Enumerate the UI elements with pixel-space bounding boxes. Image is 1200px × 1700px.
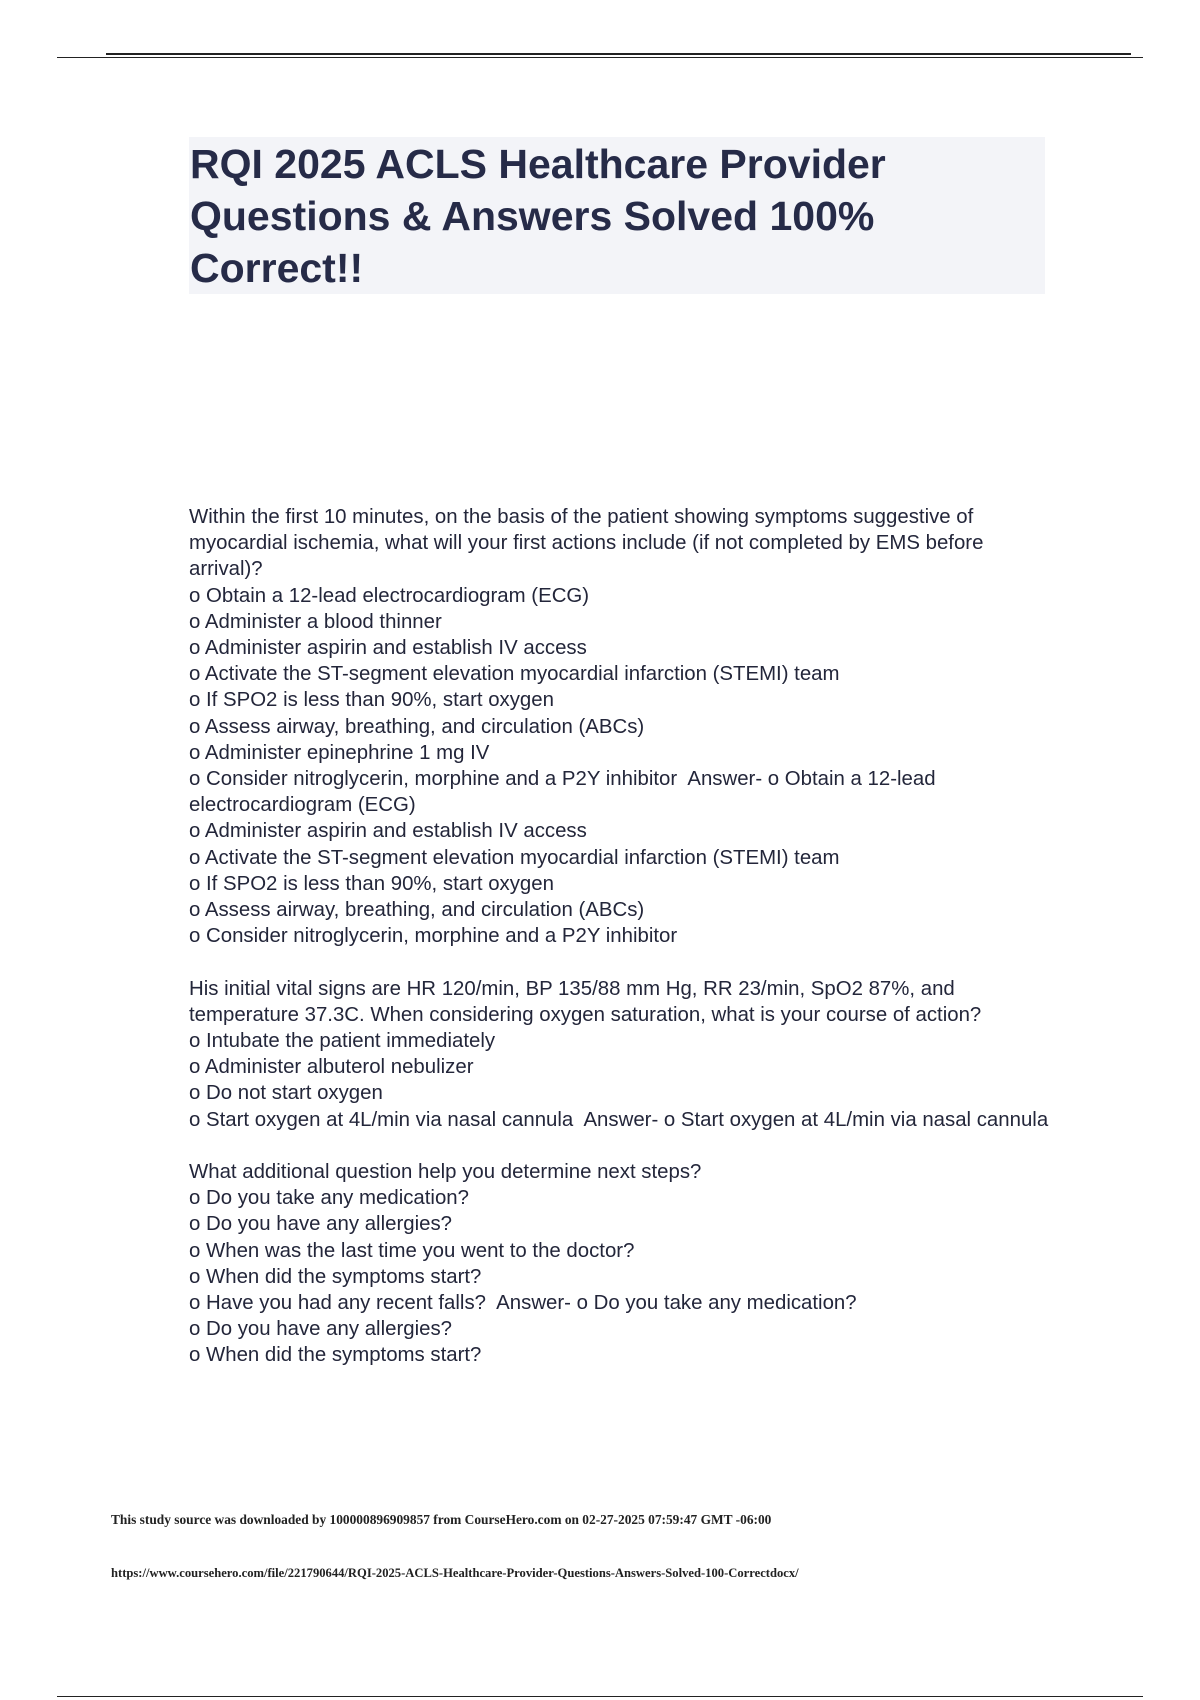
option-line: o Administer aspirin and establish IV access bbox=[189, 637, 587, 660]
option-line: o Assess airway, breathing, and circulation (ABCs) bbox=[189, 715, 645, 738]
source-url[interactable]: https://www.coursehero.com/file/221790644/RQI-2025-ACLS-Healthcare-Provider-Questions-Answers-Solved-100-Correctdocx/ bbox=[111, 1566, 799, 1580]
option-line: o When did the symptoms start? bbox=[189, 1344, 482, 1367]
document-title: RQI 2025 ACLS Healthcare Provider Questions & Answers Solved 100% Correct!! bbox=[190, 141, 886, 291]
option-line: o Consider nitroglycerin, morphine and a P2Y inhibitor Answer- o Obtain a 12-lead electrocardiogram (ECG) bbox=[189, 768, 942, 817]
option-line: o Administer aspirin and establish IV access bbox=[189, 820, 587, 843]
option-line: o Administer epinephrine 1 mg IV bbox=[189, 741, 490, 764]
question-block bbox=[189, 504, 1059, 949]
option-line: o Have you had any recent falls? Answer- o Do you take any medication? bbox=[189, 1292, 857, 1315]
option-line: o If SPO2 is less than 90%, start oxygen bbox=[189, 689, 554, 712]
option-line: o Intubate the patient immediately bbox=[189, 1030, 496, 1053]
option-line: o Administer albuterol nebulizer bbox=[189, 1056, 474, 1079]
question-text: His initial vital signs are HR 120/min, BP 135/88 mm Hg, RR 23/min, SpO2 87%, and temperature 37.3C. When considering oxygen saturation, what is your course of action? bbox=[189, 977, 982, 1026]
option-line: o Start oxygen at 4L/min via nasal cannula Answer- o Start oxygen at 4L/min via nasal cannula bbox=[189, 1108, 1049, 1131]
question-text: Within the first 10 minutes, on the basis of the patient showing symptoms suggestive of myocardial ischemia, what will your first actions include (if not completed by EMS before arrival)? bbox=[189, 506, 990, 581]
download-note: This study source was downloaded by 100000896909857 from CourseHero.com on 02-27-2025 07:59:47 GMT -06:00 bbox=[111, 1512, 772, 1527]
question-text: What additional question help you determine next steps? bbox=[189, 1161, 702, 1184]
option-line: o Assess airway, breathing, and circulation (ABCs) bbox=[189, 899, 645, 922]
option-line: o Do you have any allergies? bbox=[189, 1213, 452, 1236]
option-line: o Activate the ST-segment elevation myocardial infarction (STEMI) team bbox=[189, 846, 840, 869]
question-block bbox=[189, 1159, 1059, 1369]
question-list bbox=[189, 504, 1059, 1369]
option-line: o When was the last time you went to the doctor? bbox=[189, 1239, 635, 1262]
option-line: o Do you take any medication? bbox=[189, 1187, 469, 1210]
option-line: o Administer a blood thinner bbox=[189, 610, 442, 633]
option-line: o Consider nitroglycerin, morphine and a P2Y inhibitor bbox=[189, 925, 678, 948]
top-rule-outer bbox=[57, 57, 1143, 58]
option-line: o Activate the ST-segment elevation myocardial infarction (STEMI) team bbox=[189, 663, 840, 686]
option-line: o Do not start oxygen bbox=[189, 1082, 383, 1105]
bottom-rule bbox=[57, 1696, 1143, 1697]
option-line: o If SPO2 is less than 90%, start oxygen bbox=[189, 872, 554, 895]
option-line: o Do you have any allergies? bbox=[189, 1318, 452, 1341]
question-block bbox=[189, 976, 1059, 1133]
option-line: o When did the symptoms start? bbox=[189, 1265, 482, 1288]
top-rule-inner bbox=[106, 53, 1131, 55]
option-line: o Obtain a 12-lead electrocardiogram (ECG) bbox=[189, 584, 590, 607]
